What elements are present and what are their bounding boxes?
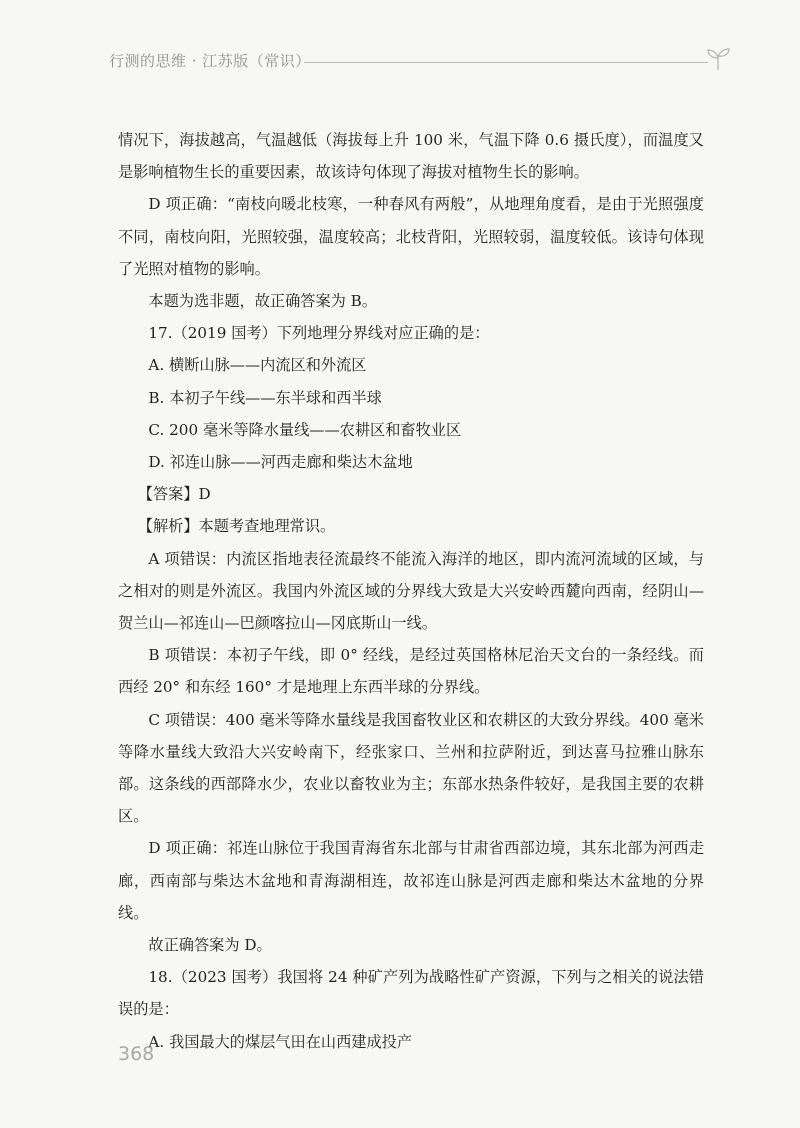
question-18-option-a: A. 我国最大的煤层气田在山西建成投产 <box>148 1032 413 1051</box>
page-number: 368 <box>118 1043 155 1065</box>
question-17-option-d: D. 祁连山脉——河西走廊和柴达木盆地 <box>148 453 413 472</box>
question-17-option-c: C. 200 毫米等降水量线——农耕区和畜牧业区 <box>148 420 462 439</box>
leaf-sprout-icon <box>706 46 730 72</box>
running-header <box>109 46 730 74</box>
page-body <box>118 124 704 1058</box>
header-rule <box>304 62 708 63</box>
question-18-stem: 18.（2023 国考）我国将 24 种矿产列为战略性矿产资源，下列与之相关的说法错误的是： <box>118 968 704 1019</box>
book-title: 行测的思维 · 江苏版（常识） <box>109 52 311 70</box>
question-17-stem: 17.（2019 国考）下列地理分界线对应正确的是： <box>148 324 490 343</box>
analysis-option-d: D 项正确：祁连山脉位于我国青海省东北部与甘肃省西部边境，其东北部为河西走廊，西南部与柴达木盆地和青海湖相连，故祁连山脉是河西走廊和柴达木盆地的分界线。 <box>118 839 704 922</box>
question-17-option-b: B. 本初子午线——东半球和西半球 <box>148 388 382 407</box>
paragraph-continuation: 情况下，海拔越高，气温越低（海拔每上升 100 米，气温下降 0.6 摄氏度），而温度又是影响植物生长的重要因素，故该诗句体现了海拔对植物生长的影响。 <box>118 131 704 182</box>
analysis-option-b: B 项错误：本初子午线，即 0° 经线，是经过英国格林尼治天文台的一条经线。而西经 20° 和东经 160° 才是地理上东西半球的分界线。 <box>118 646 704 697</box>
analysis-label: 【解析】本题考查地理常识。 <box>137 517 336 536</box>
paragraph-option-d-analysis: D 项正确：“南枝向暖北枝寒，一种春风有两般”，从地理角度看，是由于光照强度不同，南枝向阳，光照较强，温度较高；北枝背阳，光照较弱，温度较低。该诗句体现了光照对植物的影响。 <box>118 195 704 278</box>
final-answer-17: 故正确答案为 D。 <box>148 936 272 955</box>
analysis-option-c: C 项错误：400 毫米等降水量线是我国畜牧业区和农耕区的大致分界线。400 毫米等降水量线大致沿大兴安岭南下，经张家口、兰州和拉萨附近，到达喜马拉雅山脉东部。这条线的西部降水少，农业以畜牧业为主；东部水热条件较好，是我国主要的农耕区。 <box>118 710 704 826</box>
analysis-option-a: A 项错误：内流区指地表径流最终不能流入海洋的地区，即内流河流域的区域，与之相对的则是外流区。我国内外流区域的分界线大致是大兴安岭西麓向西南，经阴山—贺兰山—祁连山—巴颜喀拉山—冈底斯山一线。 <box>118 549 704 633</box>
paragraph-answer-16: 本题为选非题，故正确答案为 B。 <box>148 292 378 311</box>
question-17-option-a: A. 横断山脉——内流区和外流区 <box>148 356 367 375</box>
answer-label: 【答案】D <box>137 485 211 504</box>
